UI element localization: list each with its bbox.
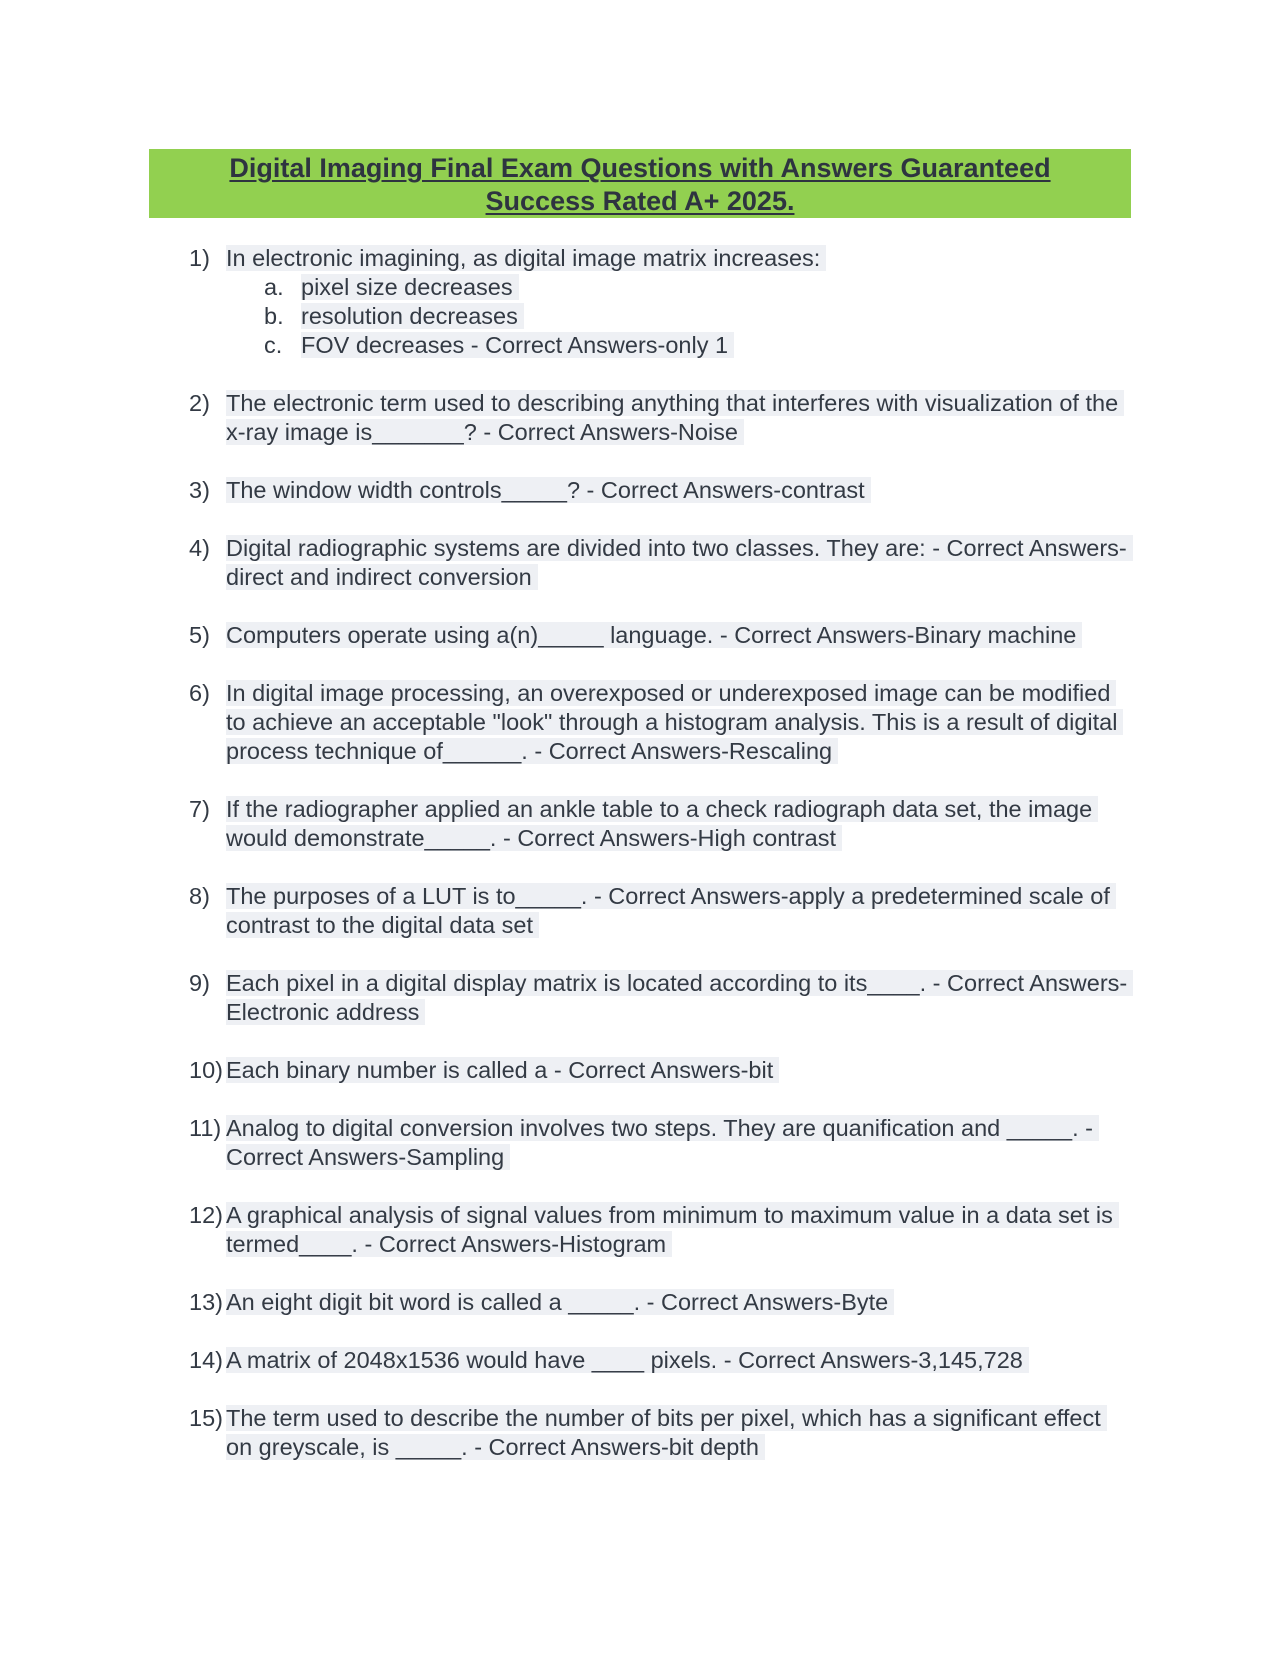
question-number: 12): [189, 1202, 223, 1228]
question-item-2: [189, 389, 1129, 447]
question-item-4: [189, 534, 1129, 592]
option-c: [226, 331, 1129, 360]
question-number: 3): [189, 477, 210, 503]
question-text: Analog to digital conversion involves two steps. They are quanification and _____. - Correct Answers-Sampling: [226, 1115, 1099, 1170]
question-number: 11): [189, 1115, 222, 1141]
question-text: If the radiographer applied an ankle table to a check radiograph data set, the image would demonstrate_____. - Correct Answers-High contrast: [226, 796, 1098, 851]
question-item-8: [189, 882, 1129, 940]
question-text: Each binary number is called a - Correct Answers-bit: [226, 1057, 779, 1083]
question-item-13: [189, 1288, 1129, 1317]
question-number: 4): [189, 535, 210, 561]
option-letter: a.: [264, 274, 284, 300]
option-letter: b.: [264, 303, 284, 329]
question-text: In electronic imagining, as digital image matrix increases:: [226, 245, 826, 271]
question-text: In digital image processing, an overexposed or underexposed image can be modified to achieve an acceptable "look" through a histogram analysis. This is a result of digital process technique of______. - Correct Answers-Rescaling: [226, 680, 1123, 764]
question-item-14: [189, 1346, 1129, 1375]
question-text: Digital radiographic systems are divided into two classes. They are: - Correct Answers-direct and indirect conversion: [226, 535, 1133, 590]
question-item-3: [189, 476, 1129, 505]
question-text: The window width controls_____? - Correct Answers-contrast: [226, 477, 871, 503]
question-item-9: [189, 969, 1129, 1027]
option-text: resolution decreases: [301, 303, 524, 329]
question-item-5: [189, 621, 1129, 650]
option-b: [226, 302, 1129, 331]
question-item-12: [189, 1201, 1129, 1259]
page-title-line-2: Success Rated A+ 2025.: [485, 186, 795, 216]
question-text: The electronic term used to describing anything that interferes with visualization of the x-ray image is_______? - Correct Answers-Noise: [226, 390, 1124, 445]
question-item-6: [189, 679, 1129, 766]
question-text: Computers operate using a(n)_____ language. - Correct Answers-Binary machine: [226, 622, 1082, 648]
question-item-7: [189, 795, 1129, 853]
question-text: The purposes of a LUT is to_____. - Correct Answers-apply a predetermined scale of contrast to the digital data set: [226, 883, 1116, 938]
question-text: Each pixel in a digital display matrix is located according to its____. - Correct Answers-Electronic address: [226, 970, 1133, 1025]
question-list: [189, 244, 1129, 1491]
option-text: FOV decreases - Correct Answers-only 1: [301, 332, 734, 358]
question-number: 15): [189, 1405, 223, 1431]
question-text: A graphical analysis of signal values from minimum to maximum value in a data set is termed____. - Correct Answers-Histogram: [226, 1202, 1119, 1257]
question-number: 8): [189, 883, 210, 909]
answer-options: [226, 273, 1129, 360]
question-number: 6): [189, 680, 210, 706]
question-number: 13): [189, 1289, 223, 1315]
question-number: 9): [189, 970, 210, 996]
question-number: 2): [189, 390, 210, 416]
question-item-15: [189, 1404, 1129, 1462]
question-item-1: [189, 244, 1129, 360]
question-number: 5): [189, 622, 210, 648]
option-a: [226, 273, 1129, 302]
question-text: A matrix of 2048x1536 would have ____ pixels. - Correct Answers-3,145,728: [226, 1347, 1029, 1373]
question-item-11: [189, 1114, 1129, 1172]
page-title-line-1: Digital Imaging Final Exam Questions with Answers Guaranteed: [229, 153, 1051, 183]
question-number: 10): [189, 1057, 223, 1083]
option-text: pixel size decreases: [301, 274, 519, 300]
option-letter: c.: [264, 332, 283, 358]
question-number: 14): [189, 1347, 223, 1373]
question-item-10: [189, 1056, 1129, 1085]
question-number: 1): [189, 245, 210, 271]
title-banner: [149, 149, 1131, 218]
question-text: An eight digit bit word is called a _____. - Correct Answers-Byte: [226, 1289, 894, 1315]
question-number: 7): [189, 796, 210, 822]
question-text: The term used to describe the number of bits per pixel, which has a significant effect on greyscale, is _____. - Correct Answers-bit depth: [226, 1405, 1107, 1460]
